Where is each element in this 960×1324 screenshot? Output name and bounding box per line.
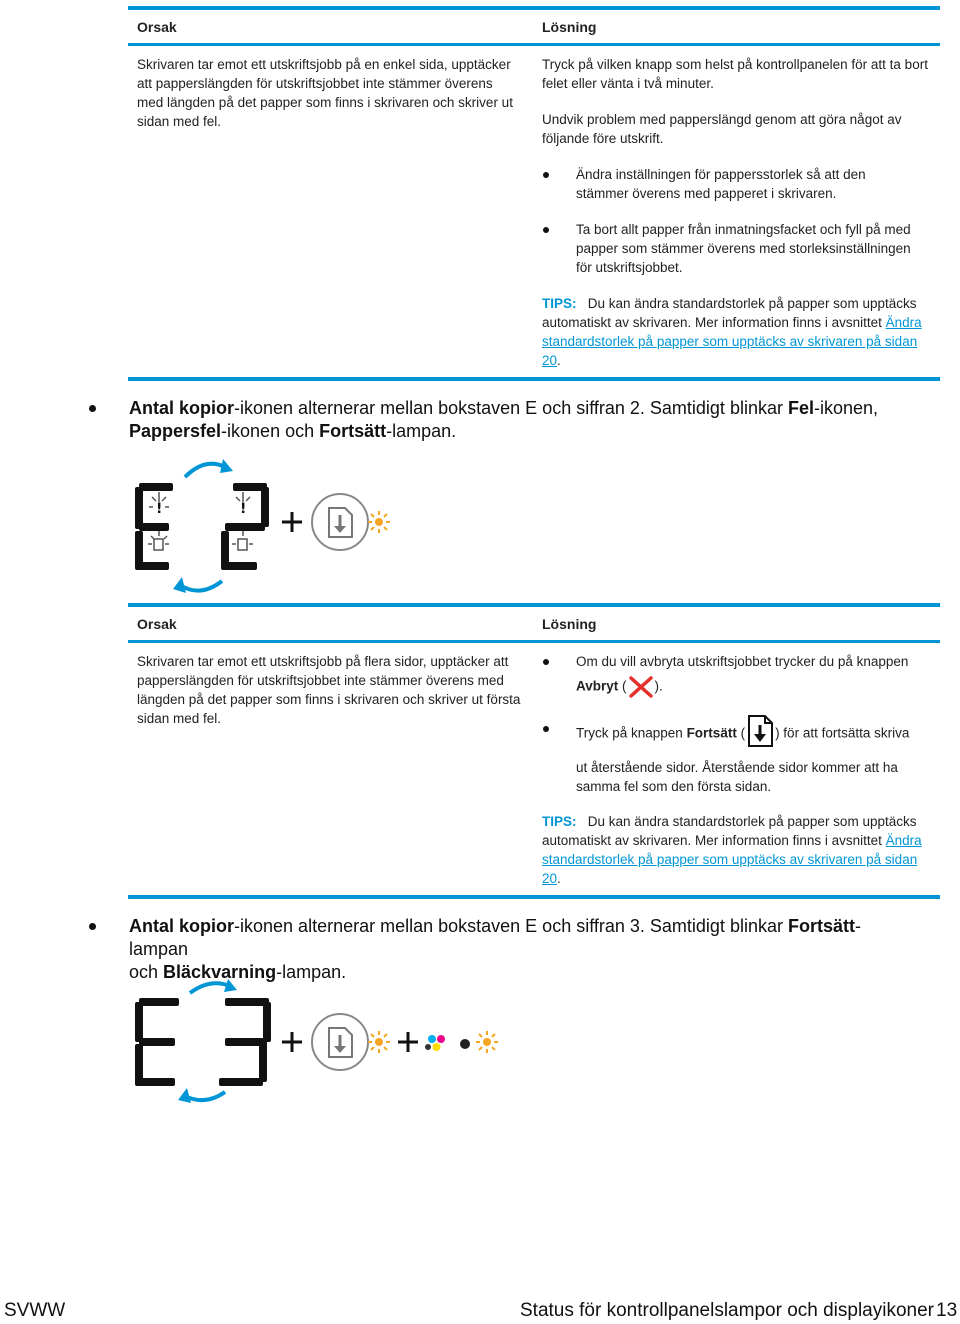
resume-page-icon [745, 714, 775, 748]
table1-bottom-rule [128, 377, 940, 381]
text: -ikonen alternerar mellan bokstaven E och siffran 2. Samtidigt blinkar [234, 398, 788, 418]
tips-label: TIPS: [542, 814, 577, 829]
digit-3 [219, 998, 271, 1086]
svg-text:!: ! [240, 501, 247, 517]
bullet-dot [543, 172, 549, 178]
text: ). [654, 678, 663, 694]
resume-label: Fortsätt [686, 725, 737, 741]
bullet-dot [543, 659, 549, 665]
resume-button-icon [312, 1014, 368, 1070]
paper-error-icon-blink [148, 531, 169, 550]
table1-solution-p1: Tryck på vilken knapp som helst på kontrollpanelen för att ta bort felet eller vänta i två minuter. [542, 57, 928, 91]
tips-end: . [557, 353, 561, 368]
tips-text: Du kan ändra standardstorlek på papper som upptäcks automatiskt av skrivaren. Mer information finns i avsnittet [542, 296, 917, 330]
text: ) för att fortsätta skriva [775, 725, 910, 741]
tips-link[interactable]: Ändra standardstorlek på papper som upptäcks av skrivaren på sidan 20 [542, 833, 922, 886]
table2-header-rule [128, 640, 940, 643]
bold-term: Fortsätt [319, 421, 387, 441]
table1-tips [542, 294, 932, 370]
error-icon-blink [236, 492, 250, 517]
text: -ikonen, [813, 398, 879, 418]
svg-text:!: ! [156, 501, 163, 517]
bullet-dot [89, 923, 96, 930]
alternate-arrow-top [185, 464, 225, 477]
text: -ikonen alternerar mellan bokstaven E och siffran 3. Samtidigt blinkar [234, 916, 788, 936]
ink-alert-light-blink [476, 1031, 498, 1053]
tips-end: . [557, 871, 561, 886]
plus-icon [282, 512, 302, 532]
plus-icon [282, 1032, 302, 1052]
text: -lampan. [386, 421, 457, 441]
table2-cause-text: Skrivaren tar emot ett utskriftsjobb på flera sidor, upptäcker att papperslängden för utskriftsjobbet inte stämmer överens med längden på det papper som finns i skrivaren och skriver ut första sidan med fel. [137, 654, 521, 726]
ink-alert-icon [425, 1035, 445, 1051]
resume-light-blink [368, 1031, 390, 1053]
bold-term: Fortsätt [787, 916, 855, 936]
text: -lampan [129, 916, 861, 959]
table2-bullet-1 [576, 652, 936, 699]
bullet-dot [89, 405, 96, 412]
footer-left: SVWW [4, 1300, 66, 1321]
digit-e [135, 998, 179, 1086]
text: Tryck på knappen [576, 725, 687, 741]
cancel-label: Avbryt [576, 678, 619, 694]
footer-title: Status för kontrollpanelslampor och displayikoner [520, 1300, 934, 1321]
paper-error-icon-blink [232, 531, 253, 550]
alternate-arrow-bottom [185, 1092, 225, 1100]
table2-tips [542, 812, 932, 888]
resume-button-icon [312, 494, 368, 550]
text: -ikonen och [221, 421, 320, 441]
digit-2 [221, 483, 269, 570]
text: och [129, 962, 164, 982]
text: ( [618, 678, 627, 694]
table1-solution-p2: Undvik problem med papperslängd genom att göra något av följande före utskrift. [542, 112, 902, 146]
bold-term: Fel [787, 398, 814, 418]
resume-light-blink [368, 511, 390, 533]
text: ( [736, 725, 746, 741]
table2-header-cause: Orsak [137, 616, 177, 632]
alternate-arrow-bottom [180, 581, 222, 591]
ink-alert-light [460, 1039, 470, 1049]
table2-header-solution: Lösning [542, 616, 597, 632]
bullet-dot [543, 726, 549, 732]
e2-display-illustration [125, 455, 405, 600]
bullet-dot [543, 227, 549, 233]
table1-header-rule [128, 43, 940, 46]
table1-header-cause: Orsak [137, 19, 177, 35]
e3-display-illustration [125, 978, 505, 1108]
text: Om du vill avbryta utskriftsjobbet trycker du på knappen [576, 654, 909, 669]
table2-bullet-2-cont: ut återstående sidor. Återstående sidor kommer att ha samma fel som den första sidan. [576, 760, 898, 794]
table1-top-rule [128, 6, 940, 10]
table1-cause-text: Skrivaren tar emot ett utskriftsjobb på en enkel sida, upptäcker att papperslängden för utskriftsjobbet inte stämmer överens med längden på det papper som finns i skrivaren och skriver ut sidan med fel. [137, 57, 513, 129]
alternate-arrow-top [190, 983, 230, 993]
tips-text: Du kan ändra standardstorlek på papper som upptäcks automatiskt av skrivaren. Mer information finns i avsnittet [542, 814, 917, 848]
error-icon-blink [149, 492, 169, 517]
table2-top-rule [128, 603, 940, 607]
bold-term: Antal kopior [129, 398, 235, 418]
table1-header-solution: Lösning [542, 19, 597, 35]
text: -lampan. [276, 962, 347, 982]
bold-term: Bläckvarning [163, 962, 277, 982]
tips-link[interactable]: Ändra standardstorlek på papper som upptäcks av skrivaren på sidan 20 [542, 315, 922, 368]
bold-term: Antal kopior [129, 916, 235, 936]
table2-bullet-2 [576, 720, 941, 748]
section2-description [129, 397, 919, 443]
cancel-x-icon [627, 675, 655, 699]
digit-e [135, 483, 173, 570]
tips-label: TIPS: [542, 296, 577, 311]
table2-bottom-rule [128, 895, 940, 899]
table1-bullet-1: Ändra inställningen för pappersstorlek så att den stämmer överens med papperet i skrivaren. [576, 167, 866, 201]
footer-page-number: 13 [936, 1300, 958, 1321]
bold-term: Pappersfel [129, 421, 222, 441]
table1-bullet-2: Ta bort allt papper från inmatningsfacket och fyll på med papper som stämmer överens med storleksinställningen för utskriftsjobbet. [576, 222, 911, 275]
plus-icon [398, 1032, 418, 1052]
section3-description [129, 915, 919, 984]
